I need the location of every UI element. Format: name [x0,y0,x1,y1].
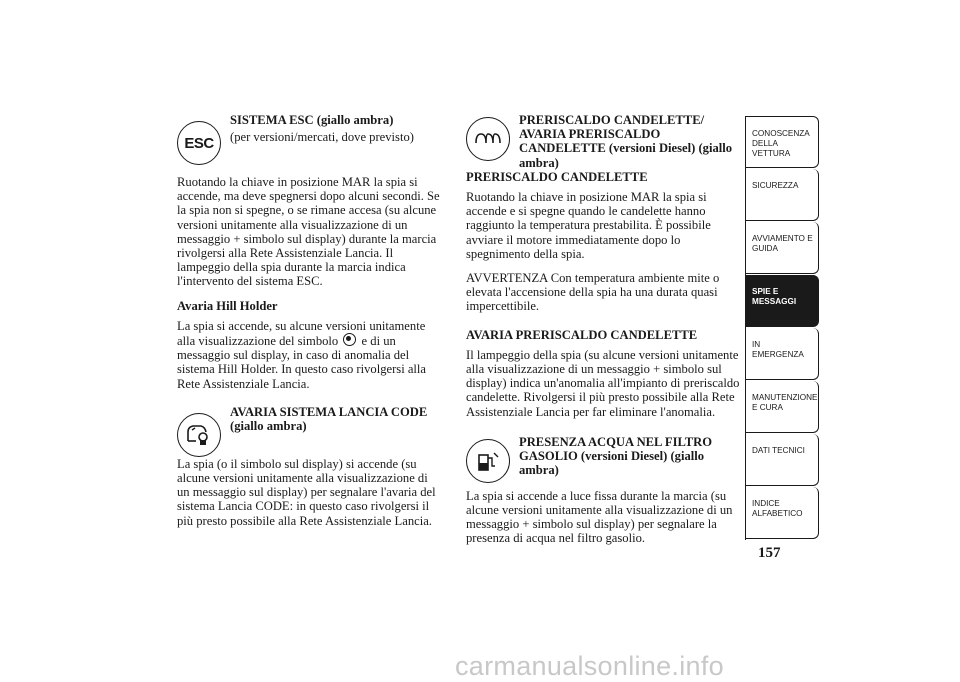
avaria-preriscaldo-section [466,328,740,419]
tab-in-emergenza[interactable]: IN EMERGENZA [746,328,819,380]
preriscaldo-subheading: PRERISCALDO CANDELETTE [466,169,648,184]
chapter-tabs [745,116,819,540]
esc-section [177,113,442,173]
esc-warning-icon: ESC [177,121,221,165]
hill-holder-symbol-icon [343,333,356,346]
tab-spie-messaggi[interactable]: SPIE E MESSAGGI [746,275,819,327]
tab-dati-tecnici[interactable]: DATI TECNICI [746,434,819,486]
tab-conoscenza-vettura[interactable]: CONOSCENZA DELLA VETTURA [746,116,819,168]
lancia-code-body: La spia (o il simbolo sul display) si accende (su alcune versioni unitamente alla visualizzazione di un messaggio sul display) per segnalare l'avaria del sistema Lancia CODE: in questo caso rivolgersi il più presto possibile alla Rete Assistenziale Lancia. [177,456,436,528]
right-column [466,113,740,546]
preriscaldo-warning: AVVERTENZA Con temperatura ambiente mite o elevata l'accensione della spia ha una durata quasi impercettibile. [466,271,720,314]
left-column [177,113,442,528]
esc-subtitle: (per versioni/mercati, dove previsto) [230,130,414,145]
avaria-preriscaldo-title: AVARIA PRERISCALDO CANDELETTE [466,327,698,342]
page-number: 157 [758,545,781,561]
preriscaldo-title: PRERISCALDO CANDELETTE/ AVARIA PRERISCALDO CANDELETTE (versioni Diesel) (giallo ambra) [519,113,733,170]
lancia-code-title: AVARIA SISTEMA LANCIA CODE (giallo ambra) [230,404,428,434]
lancia-code-section [177,405,442,457]
hill-holder-section [177,299,442,391]
tab-avviamento-guida[interactable]: AVVIAMENTO E GUIDA [746,222,819,274]
glow-plug-icon [466,117,510,161]
avaria-preriscaldo-body: Il lampeggio della spia (su alcune versioni unitamente alla visualizzazione di un messaggio + simbolo sul display) indica un'anomalia all'impianto di preriscaldo candelette. Rivolgersi il più presto possibile alla Rete Assistenziale Lancia per far eliminare l'anomalia. [466,347,740,419]
tab-indice-alfabetico[interactable]: INDICE ALFABETICO [746,487,819,539]
hill-holder-body: La spia si accende, su alcune versioni unitamente alla visualizzazione del simbolo e di un messaggio sul display, in caso di anomalia del sistema Hill Holder. In questo caso rivolgersi alla Rete Assistenziale Lancia. [177,318,427,391]
water-in-fuel-icon [466,439,510,483]
esc-title: SISTEMA ESC (giallo ambra) [230,113,394,127]
acqua-filtro-body: La spia si accende a luce fissa durante la marcia (su alcune versioni unitamente alla visualizzazione di un messaggio + simbolo sul display) per segnalare la presenza di acqua nel filtro gasolio. [466,488,733,546]
hill-holder-title: Avaria Hill Holder [177,298,278,313]
acqua-filtro-title: PRESENZA ACQUA NEL FILTRO GASOLIO (versioni Diesel) (giallo ambra) [519,434,713,478]
watermark: carmanualsonline.info [455,651,724,681]
esc-body: Ruotando la chiave in posizione MAR la spia si accende, ma deve spegnersi dopo alcuni secondi. Se la spia non si spegne, o se rimane accesa (su alcune versioni unitamente alla visualizzazione di un messaggio + simbolo sul display) durante la marcia rivolgersi alla Rete Assistenziale Lancia. Il lampeggio della spia durante la marcia indica l'intervento del sistema ESC. [177,175,440,289]
tab-sicurezza[interactable]: SICUREZZA [746,169,819,221]
tab-manutenzione-cura[interactable]: MANUTENZIONE E CURA [746,381,819,433]
preriscaldo-section [466,113,740,170]
lancia-code-car-key-icon [177,413,221,457]
preriscaldo-body: Ruotando la chiave in posizione MAR la spia si accende e si spegne quando le candelette hanno raggiunto la temperatura prestabilita. È possibile avviare il motore immediatamente dopo lo spegnimento della spia. [466,190,711,261]
acqua-filtro-section [466,435,740,483]
